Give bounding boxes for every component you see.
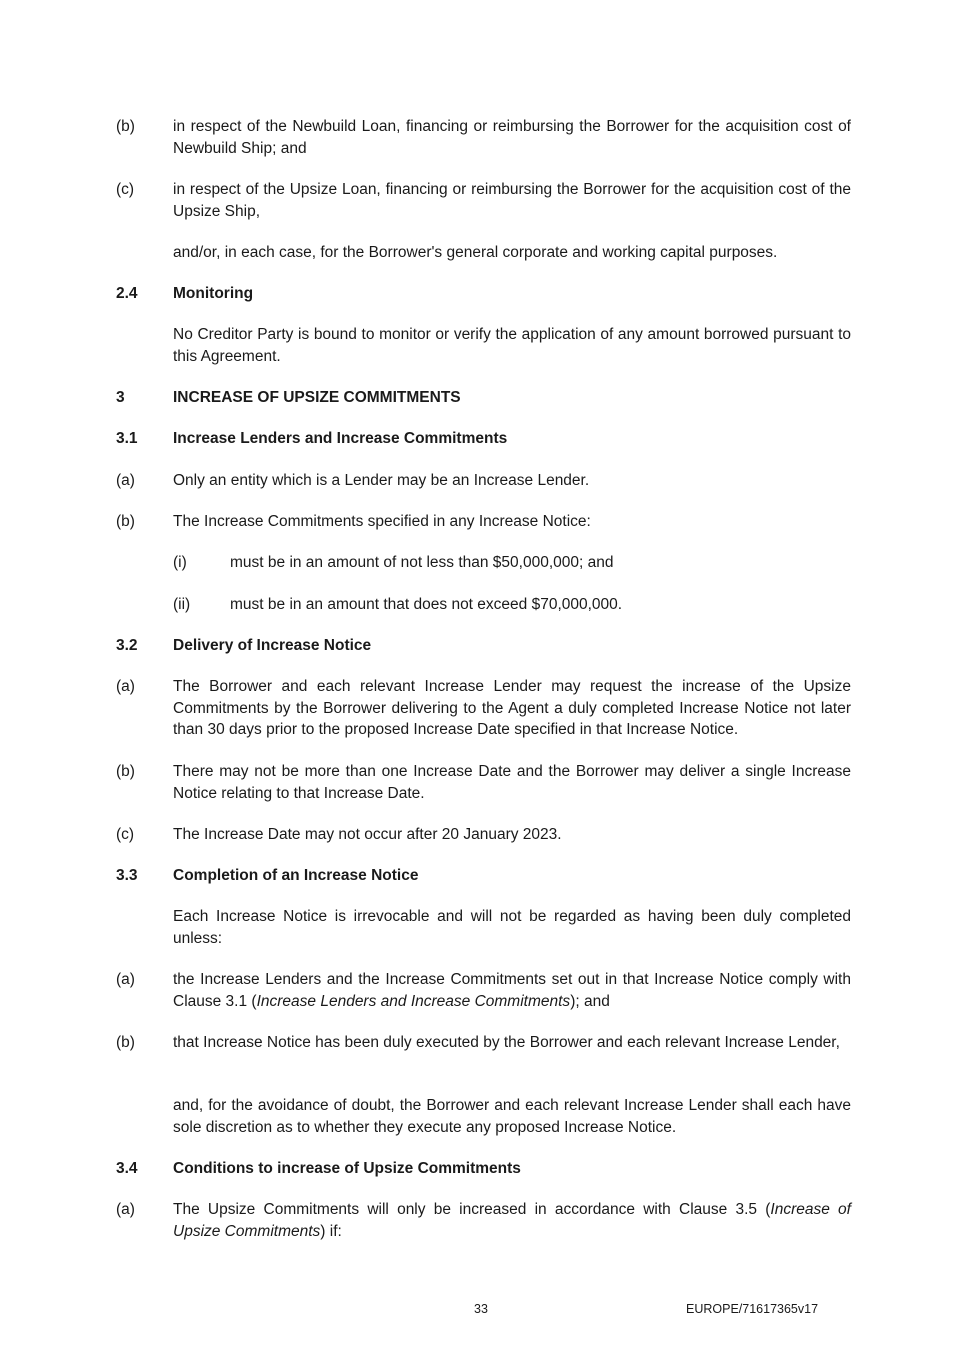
clause-3-3-b-label: (b) [116, 1034, 135, 1051]
clause-3-2-c-text: The Increase Date may not occur after 20 January 2023. [173, 826, 562, 843]
clause-3-1-a-label: (a) [116, 472, 135, 489]
clause-2-4-number: 2.4 [116, 285, 138, 302]
clause-2-3-c-text: in respect of the Upsize Loan, financing or reimbursing the Borrower for the acquisition cost of the Upsize Ship, [173, 181, 851, 220]
clause-3-3-number: 3.3 [116, 867, 138, 884]
clause-3-3-tail: and, for the avoidance of doubt, the Borrower and each relevant Increase Lender shall each have sole discretion as to whether they execute any proposed Increase Notice. [173, 1097, 851, 1136]
clause-3-2-c-label: (c) [116, 826, 135, 843]
clause-3-1-i-text: must be in an amount of not less than $50,000,000; and [230, 554, 614, 571]
clause-2-3-b-text: in respect of the Newbuild Loan, financing or reimbursing the Borrower for the acquisition cost of Newbuild Ship; and [173, 118, 851, 157]
clause-2-4-text: No Creditor Party is bound to monitor or verify the application of any amount borrowed pursuant to this Agreement. [173, 326, 851, 365]
clause-3-4-a-text-part1: The Upsize Commitments will only be increased in accordance with Clause 3.5 ( [173, 1201, 771, 1218]
clause-3-2-a-text: The Borrower and each relevant Increase Lender may request the increase of the Upsize Commitments by the Borrower delivering to the Agent a duly completed Increase Notice not later than 30 days prior to the proposed Increase Date specified in that Increase Notice. [173, 678, 851, 738]
clause-3-4-a-text [173, 1199, 851, 1242]
clause-3-2-b-text: There may not be more than one Increase Date and the Borrower may deliver a single Increase Notice relating to that Increase Date. [173, 763, 851, 802]
clause-3-1-heading: Increase Lenders and Increase Commitments [173, 430, 508, 447]
clause-3-4-a-label: (a) [116, 1201, 135, 1218]
clause-3-1-ii-label: (ii) [173, 596, 191, 613]
clause-3-3-a-text [173, 969, 851, 1012]
clause-3-2-number: 3.2 [116, 637, 138, 654]
clause-3-2-b-label: (b) [116, 763, 135, 780]
clause-3-2-a-label: (a) [116, 678, 135, 695]
clause-3-1-a-text: Only an entity which is a Lender may be an Increase Lender. [173, 472, 590, 489]
clause-3-3-a-text-italic: Increase Lenders and Increase Commitments [256, 992, 571, 1010]
clause-3-1-ii-text: must be in an amount that does not exceed $70,000,000. [230, 596, 623, 613]
clause-3-4-a-text-part2: ) if: [320, 1222, 342, 1240]
clause-3-4-a-text-italic: Increase of Upsize Commitments [173, 1201, 851, 1240]
document-reference: EUROPE/71617365v17 [686, 1302, 819, 1316]
clause-3-3-a-text-part2: ); and [570, 992, 610, 1010]
page-number: 33 [474, 1302, 488, 1316]
clause-3-1-b-text: The Increase Commitments specified in any Increase Notice: [173, 513, 591, 530]
clause-2-3-b-label: (b) [116, 118, 135, 135]
clause-3-4-number: 3.4 [116, 1160, 138, 1177]
clause-3-number: 3 [116, 389, 125, 406]
clause-2-3-c-label: (c) [116, 181, 135, 198]
clause-3-3-a-label: (a) [116, 971, 135, 988]
clause-3-4-heading: Conditions to increase of Upsize Commitments [173, 1160, 521, 1177]
clause-3-2-heading: Delivery of Increase Notice [173, 637, 372, 654]
clause-3-3-a-text-part1: the Increase Lenders and the Increase Commitments set out in that Increase Notice comply with Clause 3.1 ( [173, 971, 851, 1010]
clause-2-3-tail: and/or, in each case, for the Borrower's general corporate and working capital purposes. [173, 244, 778, 261]
clause-3-3-intro: Each Increase Notice is irrevocable and will not be regarded as having been duly completed unless: [173, 908, 851, 947]
clause-3-1-number: 3.1 [116, 430, 138, 447]
clause-3-3-b-text: that Increase Notice has been duly executed by the Borrower and each relevant Increase Lender, [173, 1034, 840, 1051]
clause-3-1-i-label: (i) [173, 554, 187, 571]
clause-3-3-heading: Completion of an Increase Notice [173, 867, 419, 884]
clause-2-4-heading: Monitoring [173, 285, 254, 302]
clause-3-heading: INCREASE OF UPSIZE COMMITMENTS [173, 389, 461, 406]
clause-3-1-b-label: (b) [116, 513, 135, 530]
